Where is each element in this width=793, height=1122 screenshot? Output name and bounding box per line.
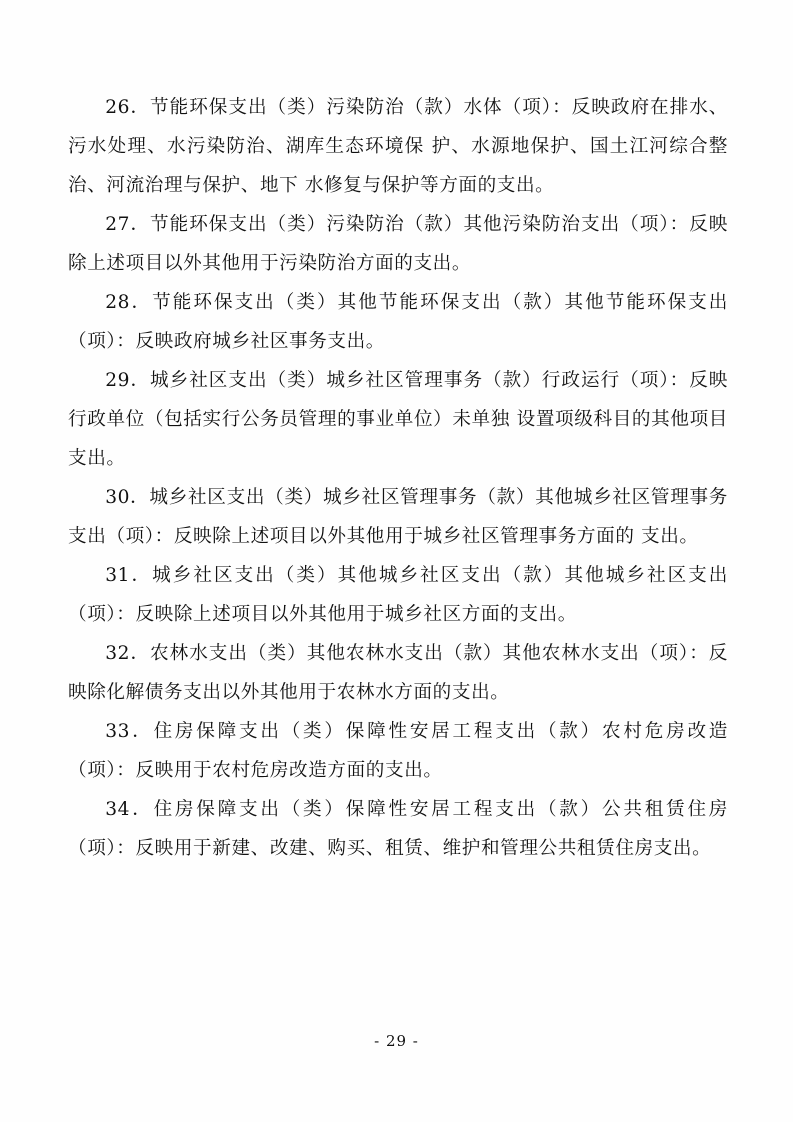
document-body bbox=[68, 88, 728, 868]
paragraph: 26．节能环保支出（类）污染防治（款）水体（项）：反映政府在排水、污水处理、水污染防治、湖库生态环境保 护、水源地保护、国土江河综合整治、河流治理与保护、地下 水修复与保护等方面的支出。 bbox=[68, 97, 728, 196]
paragraph: 33．住房保障支出（类）保障性安居工程支出（款）农村危房改造（项）：反映用于农村危房改造方面的支出。 bbox=[68, 721, 728, 781]
paragraph: 28．节能环保支出（类）其他节能环保支出（款）其他节能环保支出（项）：反映政府城乡社区事务支出。 bbox=[68, 292, 728, 352]
paragraph: 30．城乡社区支出（类）城乡社区管理事务（款）其他城乡社区管理事务支出（项）：反映除上述项目以外其他用于城乡社区管理事务方面的 支出。 bbox=[68, 487, 728, 547]
page-number: - 29 - bbox=[374, 1032, 419, 1050]
paragraph: 31．城乡社区支出（类）其他城乡社区支出（款）其他城乡社区支出（项）：反映除上述项目以外其他用于城乡社区方面的支出。 bbox=[68, 565, 728, 625]
paragraph: 34．住房保障支出（类）保障性安居工程支出（款）公共租赁住房（项）：反映用于新建、改建、购买、租赁、维护和管理公共租赁住房支出。 bbox=[68, 799, 728, 859]
paragraph: 29．城乡社区支出（类）城乡社区管理事务（款）行政运行（项）：反映行政单位（包括实行公务员管理的事业单位）未单独 设置项级科目的其他项目支出。 bbox=[68, 370, 728, 469]
paragraph: 27．节能环保支出（类）污染防治（款）其他污染防治支出（项）：反映除上述项目以外其他用于污染防治方面的支出。 bbox=[68, 214, 728, 274]
paragraph: 32．农林水支出（类）其他农林水支出（款）其他农林水支出（项）：反映除化解债务支出以外其他用于农林水方面的支出。 bbox=[68, 643, 728, 703]
